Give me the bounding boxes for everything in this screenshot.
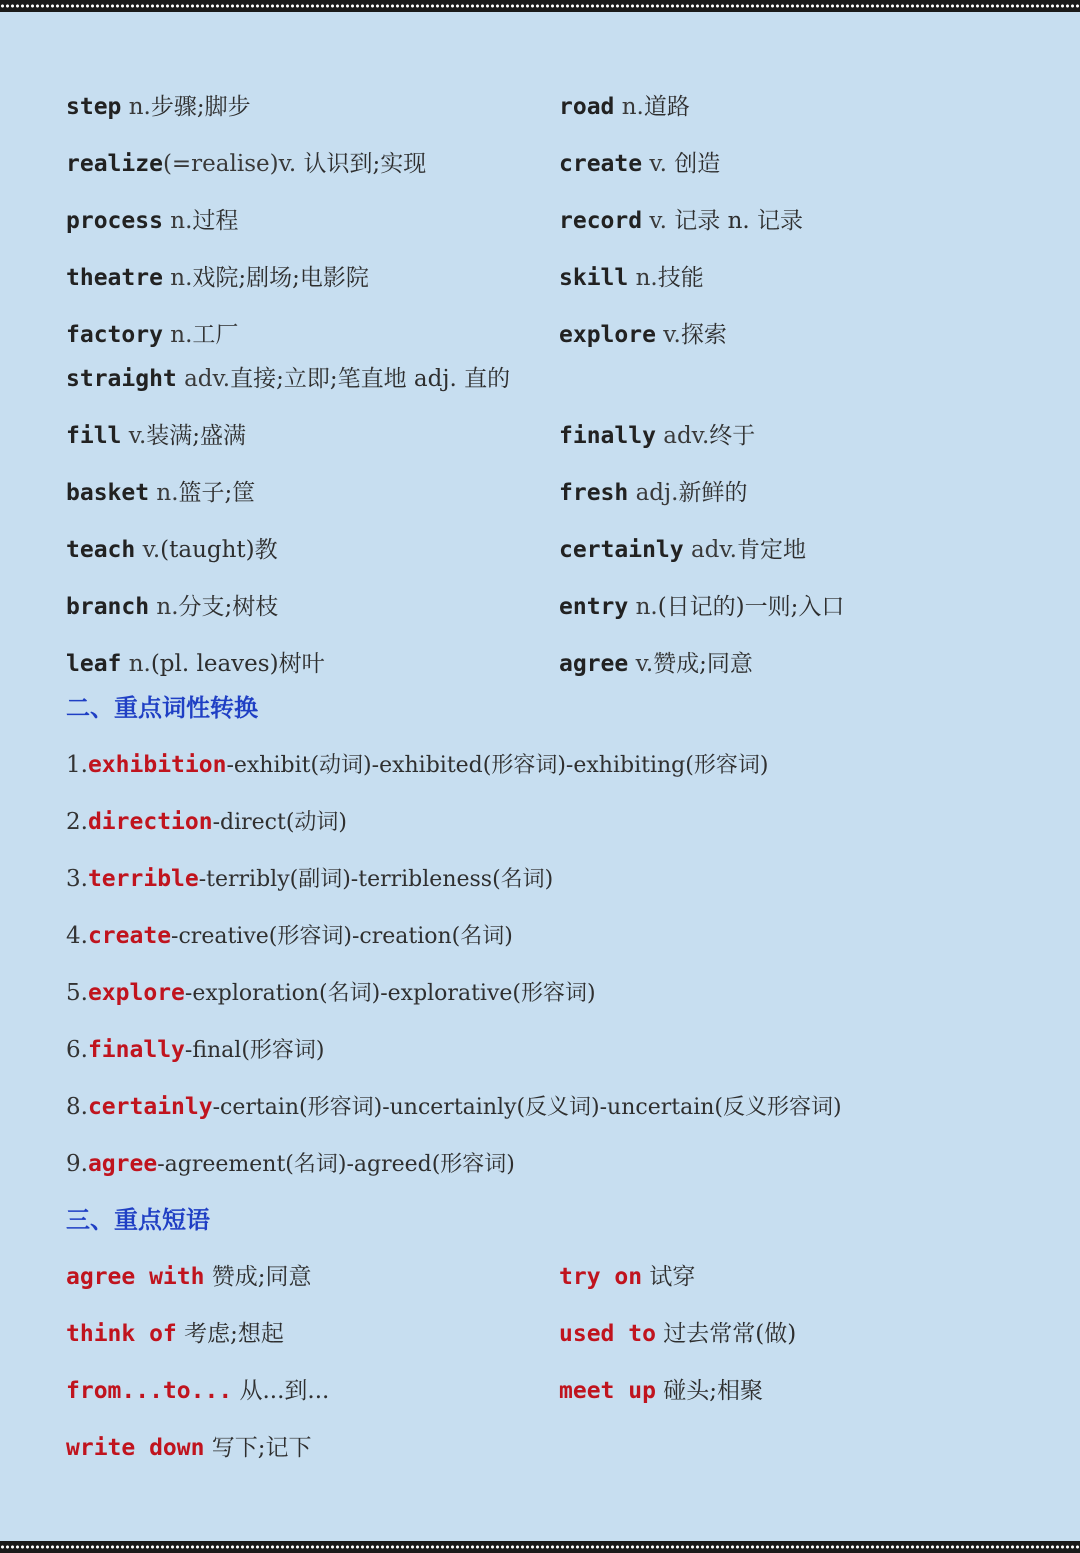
conversion-item xyxy=(0,973,1080,1013)
vocab-meaning: 认识到;实现 xyxy=(303,151,427,177)
word-forms: -certain(形容词)-uncertainly(反义词)-uncertain(反义形容词) xyxy=(212,1095,842,1120)
vocab-pos: v. xyxy=(142,537,161,563)
vocab-meaning: 戏院;剧场;电影院 xyxy=(192,265,369,291)
key-word: certainly xyxy=(87,1094,213,1120)
vocab-word: straight xyxy=(66,366,177,392)
item-number: 4. xyxy=(66,923,88,949)
vocab-pos: adv. xyxy=(690,537,737,563)
phrase-entry xyxy=(66,1257,312,1297)
vocab-meaning: 步骤;脚步 xyxy=(150,94,251,120)
vocab-meaning: 终于 xyxy=(709,423,756,449)
vocab-meaning: 装满;盛满 xyxy=(146,423,247,449)
vocab-word: create xyxy=(559,151,643,177)
phrase-entry xyxy=(559,1257,695,1297)
vocab-meaning: (日记的)一则;入口 xyxy=(657,594,845,620)
vocab-entry xyxy=(66,359,510,399)
vocab-word: road xyxy=(559,94,615,120)
vocab-entry xyxy=(559,201,803,241)
vocab-entry xyxy=(559,416,755,456)
vocab-pos: n. xyxy=(621,94,644,120)
vocab-pos: adv. xyxy=(663,423,710,449)
phrase-row xyxy=(0,1371,1080,1411)
phrase-text: agree with xyxy=(66,1264,205,1290)
vocab-entry xyxy=(559,258,704,298)
vocab-word: finally xyxy=(559,423,656,449)
vocab-pos: n. xyxy=(170,208,193,234)
key-word: create xyxy=(87,923,172,949)
phrase-meaning: 写下;记下 xyxy=(211,1435,312,1461)
vocab-row xyxy=(0,315,1080,355)
word-forms: -creative(形容词)-creation(名词) xyxy=(171,924,513,949)
word-forms: -exploration(名词)-explorative(形容词) xyxy=(184,981,596,1006)
vocab-meaning: 技能 xyxy=(657,265,704,291)
vocab-meaning: 道路 xyxy=(643,94,690,120)
vocab-word: branch xyxy=(66,594,150,620)
item-number: 3. xyxy=(66,866,88,892)
vocab-row xyxy=(0,530,1080,570)
vocab-pos: n. xyxy=(156,594,179,620)
vocab-word: theatre xyxy=(66,265,163,291)
vocab-row xyxy=(0,473,1080,513)
vocab-word: fresh xyxy=(559,480,629,506)
vocab-meaning: (taught)教 xyxy=(160,537,278,563)
key-word: explore xyxy=(87,980,185,1006)
key-word: direction xyxy=(87,809,213,835)
phrase-entry xyxy=(559,1371,763,1411)
vocab-word: teach xyxy=(66,537,136,563)
conversion-item xyxy=(0,1030,1080,1070)
vocab-entry xyxy=(559,315,727,355)
key-word: finally xyxy=(87,1037,185,1063)
key-word: exhibition xyxy=(87,752,227,778)
section-heading-row xyxy=(0,688,1080,728)
vocab-row xyxy=(0,87,1080,127)
item-number: 9. xyxy=(66,1151,88,1177)
vocab-pos: n. xyxy=(128,94,151,120)
vocab-word: agree xyxy=(559,651,629,677)
vocab-row xyxy=(0,359,1080,399)
conversion-item xyxy=(0,1087,1080,1127)
word-forms: -exhibit(动词)-exhibited(形容词)-exhibiting(形容词) xyxy=(226,753,769,778)
vocab-word: realize xyxy=(66,151,163,177)
vocab-entry xyxy=(66,201,238,241)
vocab-pos: v. xyxy=(649,151,667,177)
phrase-entry xyxy=(66,1428,312,1468)
vocab-entry xyxy=(66,416,246,456)
item-number: 1. xyxy=(66,752,88,778)
vocab-pos: n. xyxy=(635,594,658,620)
phrase-text: write down xyxy=(66,1435,205,1461)
phrase-text: think of xyxy=(66,1321,177,1347)
vocab-word: fill xyxy=(66,423,122,449)
section-heading: 二、重点词性转换 xyxy=(66,694,258,722)
phrase-text: try on xyxy=(559,1264,643,1290)
word-forms: -final(形容词) xyxy=(184,1038,325,1063)
vocab-row xyxy=(0,644,1080,684)
phrase-meaning: 碰头;相聚 xyxy=(663,1378,763,1404)
phrase-meaning: 赞成;同意 xyxy=(211,1264,312,1290)
vocab-pos: n. xyxy=(128,651,151,677)
vocab-meaning: 分支;树枝 xyxy=(178,594,279,620)
phrase-meaning: 从...到... xyxy=(239,1378,330,1404)
conversion-item xyxy=(0,859,1080,899)
vocab-entry xyxy=(559,87,690,127)
item-number: 5. xyxy=(66,980,88,1006)
vocab-pos: v. xyxy=(635,651,654,677)
item-number: 8. xyxy=(66,1094,88,1120)
vocab-entry xyxy=(66,587,278,627)
vocab-meaning: 记录 n. 记录 xyxy=(674,208,804,234)
phrase-text: from...to... xyxy=(66,1378,233,1404)
section-heading: 三、重点短语 xyxy=(66,1206,210,1234)
vocab-entry xyxy=(559,587,844,627)
phrase-text: meet up xyxy=(559,1378,656,1404)
vocab-meaning: 肯定地 xyxy=(736,537,806,563)
vocab-pos: n. xyxy=(156,480,179,506)
vocab-pos: n. xyxy=(170,322,193,348)
vocab-pos: n. xyxy=(635,265,658,291)
phrase-text: used to xyxy=(559,1321,656,1347)
vocab-pos: v. xyxy=(649,208,667,234)
vocab-word: basket xyxy=(66,480,150,506)
item-number: 6. xyxy=(66,1037,88,1063)
word-forms: -agreement(名词)-agreed(形容词) xyxy=(157,1152,515,1177)
phrase-row xyxy=(0,1314,1080,1354)
conversion-item xyxy=(0,802,1080,842)
vocab-row xyxy=(0,144,1080,184)
vocab-word: process xyxy=(66,208,163,234)
vocab-word: explore xyxy=(559,322,656,348)
conversion-item xyxy=(0,745,1080,785)
phrase-meaning: 试穿 xyxy=(649,1264,696,1290)
vocab-meaning: 赞成;同意 xyxy=(653,651,753,677)
vocab-meaning: (pl. leaves)树叶 xyxy=(150,651,325,677)
vocab-meaning: 过程 xyxy=(192,208,239,234)
vocab-row xyxy=(0,201,1080,241)
vocab-pos: v. xyxy=(128,423,147,449)
vocab-entry xyxy=(559,644,753,684)
vocab-word: entry xyxy=(559,594,629,620)
key-word: terrible xyxy=(87,866,199,892)
vocab-entry xyxy=(66,530,278,570)
conversion-item xyxy=(0,916,1080,956)
conversion-item xyxy=(0,1144,1080,1184)
phrase-meaning: 过去常常(做) xyxy=(663,1321,797,1347)
phrase-entry xyxy=(66,1314,284,1354)
vocab-word: factory xyxy=(66,322,163,348)
phrase-row xyxy=(0,1428,1080,1468)
vocab-word: certainly xyxy=(559,537,684,563)
vocab-row xyxy=(0,258,1080,298)
word-forms: -terribly(副词)-terribleness(名词) xyxy=(198,867,554,892)
vocab-row xyxy=(0,587,1080,627)
phrase-entry xyxy=(66,1371,329,1411)
vocab-entry xyxy=(559,530,806,570)
section-heading-row xyxy=(0,1200,1080,1240)
vocab-entry xyxy=(66,315,238,355)
vocab-meaning: 篮子;筐 xyxy=(178,480,256,506)
key-word: agree xyxy=(87,1151,158,1177)
vocab-entry xyxy=(66,258,369,298)
phrase-meaning: 考虑;想起 xyxy=(184,1321,284,1347)
vocab-pos: adv. xyxy=(184,366,231,392)
vocab-row xyxy=(0,416,1080,456)
vocab-meaning: 新鲜的 xyxy=(678,480,748,506)
vocab-meaning: 探索 xyxy=(680,322,727,348)
vocab-word: leaf xyxy=(66,651,122,677)
vocab-pos: v. xyxy=(663,322,681,348)
vocab-meaning: 创造 xyxy=(674,151,721,177)
item-number: 2. xyxy=(66,809,88,835)
vocab-entry xyxy=(66,87,251,127)
vocab-entry xyxy=(66,473,255,513)
vocab-word: step xyxy=(66,94,122,120)
vocab-pos: adj. xyxy=(635,480,679,506)
vocab-entry xyxy=(559,144,720,184)
vocab-entry xyxy=(66,644,325,684)
vocab-pos: n. xyxy=(170,265,193,291)
phrase-entry xyxy=(559,1314,796,1354)
phrase-row xyxy=(0,1257,1080,1297)
vocab-word: skill xyxy=(559,265,629,291)
vocab-meaning: 工厂 xyxy=(192,322,239,348)
dotted-border-bottom xyxy=(0,1541,1080,1553)
vocab-pos: (=realise)v. xyxy=(162,151,297,177)
vocab-entry xyxy=(66,144,426,184)
vocab-meaning: 直接;立即;笔直地 adj. 直的 xyxy=(230,366,511,392)
vocab-entry xyxy=(559,473,747,513)
vocab-word: record xyxy=(559,208,643,234)
word-forms: -direct(动词) xyxy=(212,810,347,835)
